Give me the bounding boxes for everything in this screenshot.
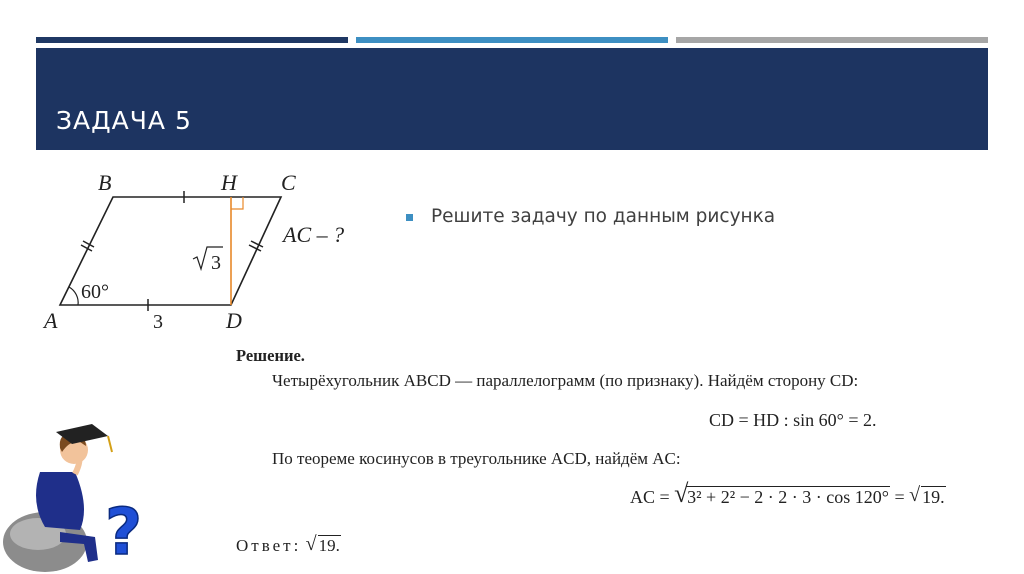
side-ad-label: 3: [153, 311, 163, 333]
vertex-d: D: [226, 308, 242, 333]
formula-ac-result-root: [909, 487, 946, 508]
slide-title: ЗАДАЧА 5: [56, 106, 192, 135]
question-label: AC – ?: [283, 222, 345, 247]
solution-heading: Решение.: [236, 346, 305, 365]
vertex-b: B: [98, 170, 112, 195]
formula-ac-root: [674, 487, 890, 508]
answer-value: 19.: [318, 536, 340, 555]
vertex-h: H: [221, 170, 237, 195]
task-text: Решите задачу по данным рисунка: [431, 206, 776, 227]
accent-bar-gray: [676, 37, 988, 43]
vertex-c: C: [281, 170, 296, 195]
answer-label: Ответ:: [236, 536, 302, 555]
question-mark-icon: ?: [105, 496, 143, 570]
height-label: 3: [211, 252, 221, 274]
student-thinking-clipart: [0, 412, 160, 574]
formula-ac-radicand: 3² + 2² − 2 · 2 · 3 · cos 120°: [687, 487, 889, 507]
title-banner: [36, 48, 988, 150]
vertex-a: A: [44, 308, 58, 333]
bullet-marker: [406, 214, 413, 221]
formula-ac: [630, 487, 946, 508]
accent-bar-dark: [36, 37, 348, 43]
formula-ac-lhs: AC =: [630, 487, 670, 507]
formula-ac-eq: =: [894, 487, 905, 507]
formula-cd: CD = HD : sin 60° = 2.: [709, 410, 877, 430]
angle-label: 60°: [81, 281, 109, 303]
answer-root: [306, 536, 341, 556]
angle-arc: [69, 287, 78, 305]
answer-line: [236, 536, 341, 556]
solution-line-1: Четырёхугольник ABCD — параллелограмм (по признаку). Найдём сторону CD:: [272, 371, 859, 390]
solution-line-2: По теореме косинусов в треугольнике ACD, найдём AC:: [272, 449, 681, 468]
gown: [36, 472, 84, 530]
right-angle-mark: [231, 197, 243, 209]
formula-ac-result: 19.: [922, 487, 945, 507]
parallelogram-figure: [36, 165, 376, 340]
accent-bar-blue: [356, 37, 668, 43]
